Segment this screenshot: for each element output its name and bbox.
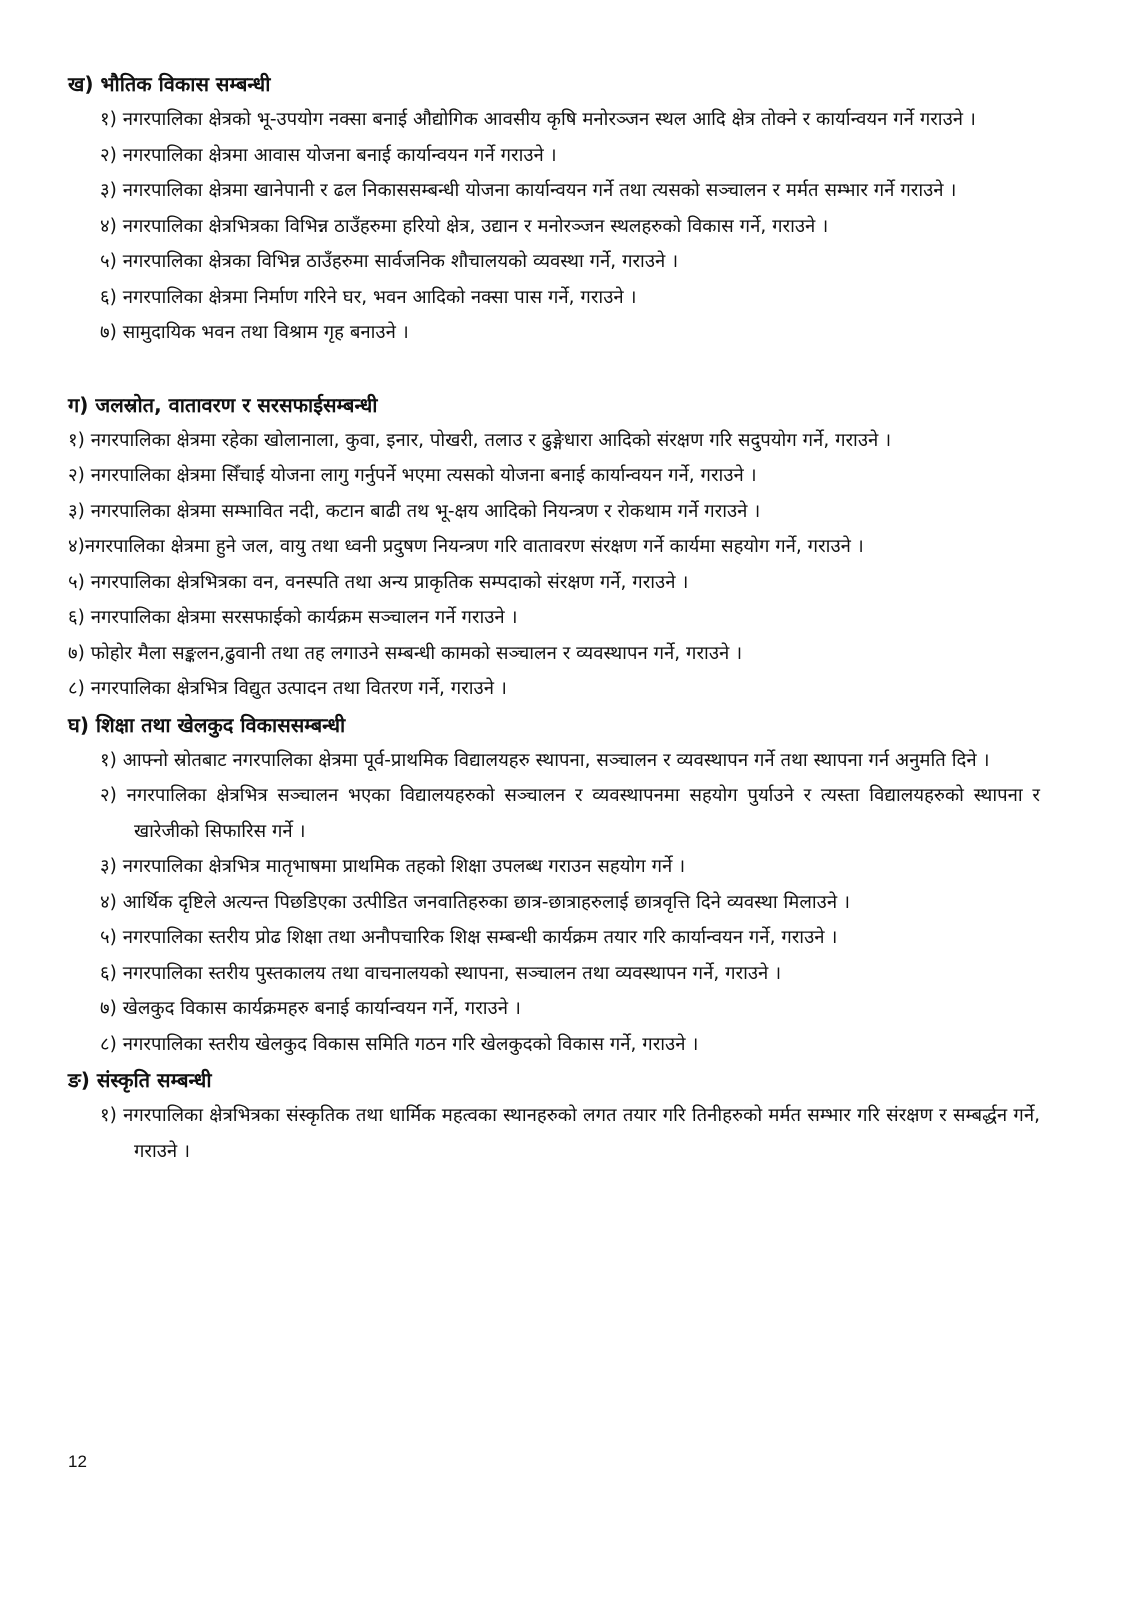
list-item: ७) सामुदायिक भवन तथा विश्राम गृह बनाउने । (100, 322, 409, 343)
section-education-sports (68, 707, 1040, 1063)
section-culture (68, 1062, 1040, 1169)
list-item: ५) नगरपालिका क्षेत्रका विभिन्न ठाउँहरुमा सार्वजनिक शौचालयको व्यवस्था गर्ने, गराउने । (100, 251, 679, 272)
spacer (68, 351, 1040, 387)
list-item: १) नगरपालिका क्षेत्रभित्रका संस्कृतिक तथा धार्मिक महत्वका स्थानहरुको लगत तयार गरि तिनीहरुको मर्मत सम्भार गरि संरक्षण र सम्बर्द्धन गर्ने, गराउने । (100, 1105, 1040, 1162)
page-number: 12 (68, 1452, 87, 1471)
list-item: ३) नगरपालिका क्षेत्रमा खानेपानी र ढल निकाससम्बन्धी योजना कार्यान्वयन गर्ने तथा त्यसको सञ्चालन र मर्मत सम्भार गर्ने गराउने । (100, 180, 957, 201)
list-item: ७) खेलकुद विकास कार्यक्रमहरु बनाई कार्यान्वयन गर्ने, गराउने । (100, 998, 521, 1019)
section-heading: ङ) संस्कृति सम्बन्धी (68, 1068, 212, 1092)
list-item: ४) नगरपालिका क्षेत्रभित्रका विभिन्न ठाउँहरुमा हरियो क्षेत्र, उद्यान र मनोरञ्जन स्थलहरुको विकास गर्ने, गराउने । (100, 215, 829, 237)
list-item: १) आफ्नो स्रोतबाट नगरपालिका क्षेत्रमा पूर्व-प्राथमिक विद्यालयहरु स्थापना, सञ्चालन र व्यवस्थापन गर्ने तथा स्थापना गर्न अनुमति दिने । (100, 749, 990, 771)
item-list (68, 102, 1040, 351)
list-item: ८) नगरपालिका क्षेत्रभित्र विद्युत उत्पादन तथा वितरण गर्ने, गराउने । (68, 678, 507, 699)
section-heading: घ) शिक्षा तथा खेलकुद विकाससम्बन्धी (68, 712, 346, 737)
list-item: २) नगरपालिका क्षेत्रमा आवास योजना बनाई कार्यान्वयन गर्ने गराउने । (100, 144, 557, 166)
list-item: ८) नगरपालिका स्तरीय खेलकुद विकास समिति गठन गरि खेलकुदको विकास गर्ने, गराउने । (100, 1033, 699, 1055)
list-item: १) नगरपालिका क्षेत्रमा रहेका खोलानाला, कुवा, इनार, पोखरी, तलाउ र ढुङ्गेधारा आदिको संरक्षण गरि सदुपयोग गर्ने, गराउने । (68, 429, 892, 451)
list-item: ६) नगरपालिका क्षेत्रमा सरसफाईको कार्यक्रम सञ्चालन गर्ने गराउने । (68, 607, 518, 628)
item-list (68, 743, 1040, 1063)
document-page (68, 66, 1040, 1169)
list-item: ६) नगरपालिका क्षेत्रमा निर्माण गरिने घर, भवन आदिको नक्सा पास गर्ने, गराउने । (100, 286, 637, 308)
section-water-environment-sanitation (68, 387, 1040, 707)
list-item: ५) नगरपालिका क्षेत्रभित्रका वन, वनस्पति तथा अन्य प्राकृतिक सम्पदाको संरक्षण गर्ने, गराउने । (68, 571, 689, 593)
list-item: ६) नगरपालिका स्तरीय पुस्तकालय तथा वाचनालयको स्थापना, सञ्चालन तथा व्यवस्थापन गर्ने, गराउने । (100, 962, 782, 984)
section-heading: ख) भौतिक विकास सम्बन्धी (68, 72, 271, 96)
section-physical-development (68, 66, 1040, 351)
section-heading: ग) जलस्रोत, वातावरण र सरसफाईसम्बन्धी (68, 392, 378, 417)
list-item: २) नगरपालिका क्षेत्रमा सिँचाई योजना लागु गर्नुपर्ने भएमा त्यसको योजना बनाई कार्यान्वयन गर्ने, गराउने । (68, 465, 757, 486)
list-item: ३) नगरपालिका क्षेत्रमा सम्भावित नदी, कटान बाढी तथ भू-क्षय आदिको नियन्त्रण र रोकथाम गर्ने गराउने । (68, 500, 761, 522)
list-item: १) नगरपालिका क्षेत्रको भू-उपयोग नक्सा बनाई औद्योगिक आवसीय कृषि मनोरञ्जन स्थल आदि क्षेत्र तोक्ने र कार्यान्वयन गर्ने गराउने । (100, 109, 976, 130)
list-item: ३) नगरपालिका क्षेत्रभित्र मातृभाषमा प्राथमिक तहको शिक्षा उपलब्ध गराउन सहयोग गर्ने । (100, 856, 686, 877)
list-item: ४)नगरपालिका क्षेत्रमा हुने जल, वायु तथा ध्वनी प्रदुषण नियन्त्रण गरि वातावरण संरक्षण गर्ने कार्यमा सहयोग गर्ने, गराउने । (68, 536, 864, 557)
list-item: ७) फोहोर मैला सङ्कलन,ढुवानी तथा तह लगाउने सम्बन्धी कामको सञ्चालन र व्यवस्थापन गर्ने, गराउने । (68, 642, 743, 664)
list-item: २) नगरपालिका क्षेत्रभित्र सञ्चालन भएका विद्यालयहरुको सञ्चालन र व्यवस्थापनमा सहयोग पुर्याउने र त्यस्ता विद्यालयहरुको स्थापना र खारेजीको सिफारिस गर्ने । (100, 785, 1040, 842)
list-item: ४) आर्थिक दृष्टिले अत्यन्त पिछडिएका उत्पीडित जनवातिहरुका छात्र-छात्राहरुलाई छात्रवृत्ति दिने व्यवस्था मिलाउने । (100, 891, 850, 913)
list-item: ५) नगरपालिका स्तरीय प्रोढ शिक्षा तथा अनौपचारिक शिक्ष सम्बन्धी कार्यक्रम तयार गरि कार्यान्वयन गर्ने, गराउने । (100, 927, 838, 948)
item-list (68, 1098, 1040, 1169)
item-list (68, 423, 1040, 707)
